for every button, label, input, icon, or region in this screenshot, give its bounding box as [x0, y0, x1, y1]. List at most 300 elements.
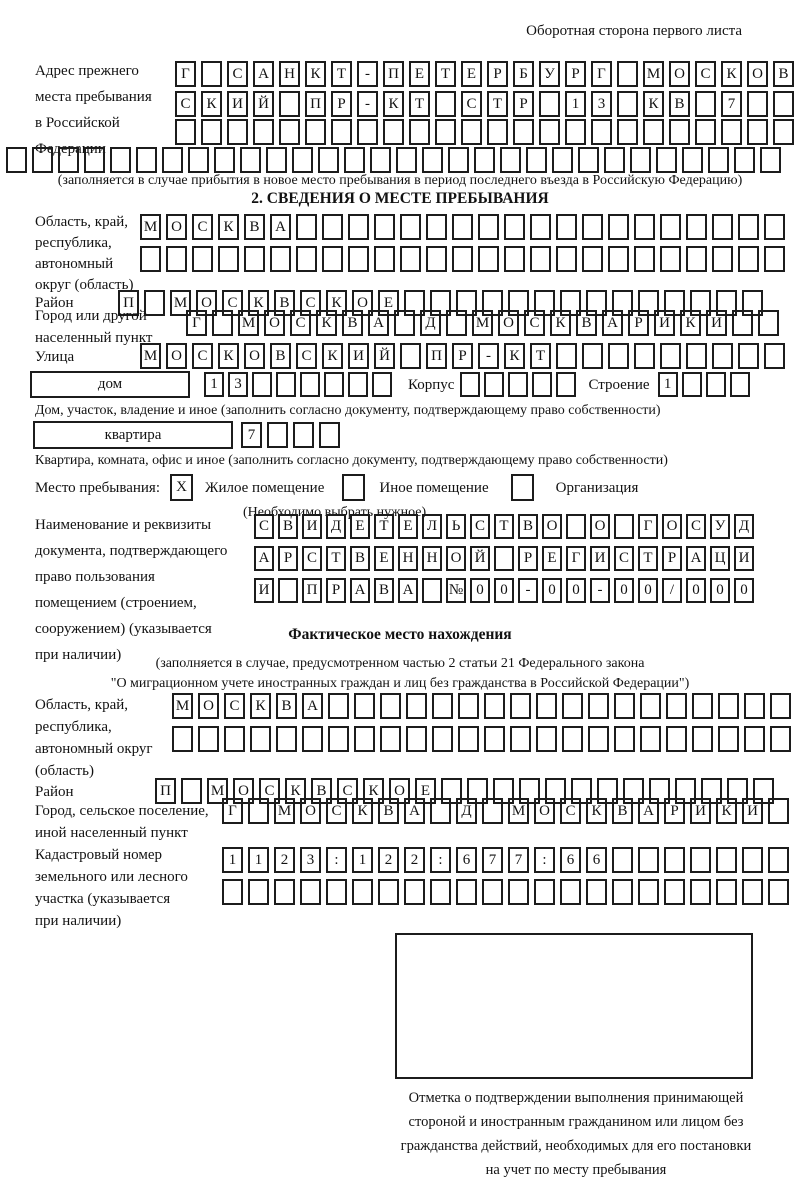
char-cell: 2: [274, 847, 295, 873]
char-cell: С: [337, 778, 358, 804]
char-cell: [244, 246, 265, 272]
stamp-caption: Отметка о подтверждении выполнения принимающей стороной и иностранным гражданином или лицом без гражданства действий, необходимых для его постановки на учет по месту пребывания: [400, 1090, 752, 1178]
char-cell: [770, 726, 791, 752]
char-cell: [452, 246, 473, 272]
char-cell: [348, 214, 369, 240]
char-cell: П: [305, 91, 326, 117]
char-cell: [302, 726, 323, 752]
char-cell: М: [207, 778, 228, 804]
char-cell: Е: [350, 514, 370, 539]
char-cell: С: [686, 514, 706, 539]
char-cell: Г: [186, 310, 207, 336]
char-cell: [252, 372, 272, 397]
char-cell: [482, 879, 503, 905]
city-label: Город или другой населенный пункт: [35, 308, 153, 346]
street-label: Улица: [35, 349, 75, 365]
char-cell: 6: [456, 847, 477, 873]
char-cell: О: [196, 290, 217, 316]
char-cell: [166, 246, 187, 272]
char-cell: [276, 372, 296, 397]
char-cell: В: [773, 61, 794, 87]
char-cell: [328, 693, 349, 719]
char-cell: [253, 119, 274, 145]
char-cell: [712, 214, 733, 240]
char-cell: [322, 214, 343, 240]
char-cell: Р: [452, 343, 473, 369]
cadastral-row-2: [222, 879, 794, 905]
char-cell: Р: [662, 546, 682, 571]
cadastral-row-1: [222, 847, 794, 873]
prev-address-row-1: [175, 61, 799, 87]
char-cell: 7: [508, 847, 529, 873]
actual-location-note-1: (заполняется в случае, предусмотренном частью 2 статьи 21 Федерального закона: [155, 656, 645, 671]
char-cell: [380, 693, 401, 719]
char-cell: О: [300, 798, 321, 824]
char-cell: Т: [409, 91, 430, 117]
char-cell: О: [166, 343, 187, 369]
char-cell: [212, 310, 233, 336]
char-cell: А: [302, 693, 323, 719]
char-cell: С: [222, 290, 243, 316]
char-cell: -: [590, 578, 610, 603]
char-cell: 1: [658, 372, 678, 397]
document-label: Наименование и реквизиты документа, подтверждающего право пользования помещением (строением, сооружением) (указывается при наличии): [35, 517, 228, 663]
char-cell: А: [254, 546, 274, 571]
char-cell: 1: [352, 847, 373, 873]
char-cell: 6: [560, 847, 581, 873]
actual-location-note-2: "О миграционном учете иностранных граждан и лиц без гражданства в Российской Федерации"): [110, 676, 690, 691]
char-cell: [552, 147, 573, 173]
char-cell: [348, 372, 368, 397]
char-cell: Й: [253, 91, 274, 117]
char-cell: М: [643, 61, 664, 87]
char-cell: [508, 879, 529, 905]
char-cell: 0: [638, 578, 658, 603]
char-cell: [708, 147, 729, 173]
char-cell: [730, 372, 750, 397]
char-cell: [446, 310, 467, 336]
char-cell: [372, 372, 392, 397]
char-cell: И: [706, 310, 727, 336]
char-cell: [58, 147, 79, 173]
char-cell: 1: [248, 847, 269, 873]
char-cell: [770, 693, 791, 719]
char-cell: Е: [378, 290, 399, 316]
char-cell: Е: [409, 61, 430, 87]
char-cell: 6: [586, 847, 607, 873]
region-row-1: [140, 214, 790, 240]
char-cell: [586, 879, 607, 905]
char-cell: [686, 214, 707, 240]
char-cell: [695, 91, 716, 117]
char-cell: [768, 879, 789, 905]
char-cell: [582, 246, 603, 272]
char-cell: К: [504, 343, 525, 369]
char-cell: [292, 147, 313, 173]
char-cell: 0: [686, 578, 706, 603]
char-cell: В: [518, 514, 538, 539]
char-cell: :: [430, 847, 451, 873]
char-cell: -: [478, 343, 499, 369]
char-cell: [266, 147, 287, 173]
char-cell: Р: [331, 91, 352, 117]
stay-residential-checkbox: X: [170, 474, 193, 501]
document-row-3: [254, 578, 758, 603]
char-cell: [274, 879, 295, 905]
char-cell: [539, 119, 560, 145]
apartment-row: [33, 421, 345, 449]
char-cell: [556, 246, 577, 272]
char-cell: С: [175, 91, 196, 117]
char-cell: [565, 119, 586, 145]
actual-region-row-2: [172, 726, 796, 752]
document-row-2: [254, 546, 758, 571]
char-cell: [6, 147, 27, 173]
char-cell: [406, 693, 427, 719]
char-cell: [660, 343, 681, 369]
char-cell: В: [244, 214, 265, 240]
char-cell: Р: [664, 798, 685, 824]
char-cell: О: [166, 214, 187, 240]
char-cell: [435, 91, 456, 117]
char-cell: Т: [487, 91, 508, 117]
char-cell: [604, 147, 625, 173]
char-cell: [712, 246, 733, 272]
char-cell: К: [316, 310, 337, 336]
char-cell: [426, 214, 447, 240]
char-cell: [458, 726, 479, 752]
char-cell: О: [542, 514, 562, 539]
char-cell: [738, 214, 759, 240]
char-cell: И: [348, 343, 369, 369]
char-cell: [692, 693, 713, 719]
char-cell: [305, 119, 326, 145]
char-cell: [319, 422, 340, 448]
char-cell: [660, 214, 681, 240]
prev-address-row-4: [6, 147, 786, 173]
char-cell: С: [290, 310, 311, 336]
char-cell: [84, 147, 105, 173]
char-cell: 3: [300, 847, 321, 873]
char-cell: И: [690, 798, 711, 824]
char-cell: [744, 726, 765, 752]
char-cell: И: [590, 546, 610, 571]
char-cell: [426, 246, 447, 272]
char-cell: С: [461, 91, 482, 117]
char-cell: [686, 343, 707, 369]
house-row: [30, 371, 754, 398]
char-cell: [494, 546, 514, 571]
char-cell: 0: [494, 578, 514, 603]
char-cell: О: [498, 310, 519, 336]
stay-other-label: Иное помещение: [379, 479, 489, 496]
char-cell: [690, 847, 711, 873]
char-cell: [300, 372, 320, 397]
char-cell: [562, 726, 583, 752]
char-cell: [582, 214, 603, 240]
char-cell: К: [643, 91, 664, 117]
char-cell: С: [524, 310, 545, 336]
char-cell: О: [198, 693, 219, 719]
korpus-label: Корпус: [408, 376, 455, 393]
char-cell: /: [662, 578, 682, 603]
char-cell: [612, 847, 633, 873]
house-number-cells: [204, 372, 396, 397]
char-cell: В: [669, 91, 690, 117]
char-cell: [354, 693, 375, 719]
char-cell: [666, 693, 687, 719]
stay-other-checkbox: [342, 474, 365, 501]
char-cell: [588, 693, 609, 719]
char-cell: Й: [374, 343, 395, 369]
char-cell: [510, 726, 531, 752]
char-cell: Е: [415, 778, 436, 804]
char-cell: [296, 214, 317, 240]
char-cell: С: [192, 214, 213, 240]
char-cell: [716, 879, 737, 905]
stay-choose-note: (Необходимо выбрать нужное): [243, 505, 427, 520]
char-cell: 7: [482, 847, 503, 873]
char-cell: [484, 693, 505, 719]
char-cell: [162, 147, 183, 173]
char-cell: [406, 726, 427, 752]
house-note: Дом, участок, владение и иное (заполнить согласно документу, подтверждающему право собственности): [35, 403, 661, 418]
char-cell: [396, 147, 417, 173]
char-cell: [504, 214, 525, 240]
char-cell: [690, 879, 711, 905]
char-cell: [643, 119, 664, 145]
char-cell: [458, 693, 479, 719]
char-cell: К: [322, 343, 343, 369]
char-cell: 0: [470, 578, 490, 603]
char-cell: [409, 119, 430, 145]
char-cell: [732, 310, 753, 336]
char-cell: [742, 879, 763, 905]
char-cell: Т: [638, 546, 658, 571]
char-cell: [452, 214, 473, 240]
char-cell: В: [270, 343, 291, 369]
char-cell: А: [253, 61, 274, 87]
char-cell: [556, 372, 576, 397]
char-cell: Е: [374, 546, 394, 571]
char-cell: Р: [565, 61, 586, 87]
korpus-cells: [460, 372, 580, 397]
char-cell: [214, 147, 235, 173]
char-cell: Н: [279, 61, 300, 87]
char-cell: [764, 246, 785, 272]
char-cell: [279, 119, 300, 145]
char-cell: 7: [241, 422, 262, 448]
char-cell: [322, 246, 343, 272]
char-cell: М: [238, 310, 259, 336]
char-cell: [318, 147, 339, 173]
char-cell: [539, 91, 560, 117]
prev-address-label: Адрес прежнего места пребывания в Российской Федерации: [35, 63, 152, 157]
char-cell: Л: [422, 514, 442, 539]
char-cell: [742, 847, 763, 873]
char-cell: [526, 147, 547, 173]
char-cell: [218, 246, 239, 272]
char-cell: В: [342, 310, 363, 336]
char-cell: [664, 879, 685, 905]
char-cell: В: [612, 798, 633, 824]
char-cell: К: [285, 778, 306, 804]
char-cell: К: [680, 310, 701, 336]
char-cell: Р: [628, 310, 649, 336]
char-cell: В: [350, 546, 370, 571]
char-cell: [32, 147, 53, 173]
prev-address-row-3: [175, 119, 799, 145]
char-cell: [560, 879, 581, 905]
char-cell: [482, 798, 503, 824]
char-cell: [352, 879, 373, 905]
char-cell: [374, 214, 395, 240]
char-cell: [614, 514, 634, 539]
char-cell: Т: [326, 546, 346, 571]
char-cell: В: [374, 578, 394, 603]
stroenie-cells: [658, 372, 754, 397]
char-cell: [324, 372, 344, 397]
char-cell: [617, 91, 638, 117]
char-cell: Б: [513, 61, 534, 87]
char-cell: Е: [542, 546, 562, 571]
char-cell: Г: [638, 514, 658, 539]
char-cell: [536, 726, 557, 752]
char-cell: В: [311, 778, 332, 804]
char-cell: Г: [591, 61, 612, 87]
char-cell: Р: [518, 546, 538, 571]
char-cell: [695, 119, 716, 145]
char-cell: И: [734, 546, 754, 571]
char-cell: [248, 798, 269, 824]
char-cell: С: [227, 61, 248, 87]
char-cell: И: [742, 798, 763, 824]
char-cell: О: [233, 778, 254, 804]
char-cell: [682, 147, 703, 173]
char-cell: [484, 726, 505, 752]
char-cell: А: [368, 310, 389, 336]
char-cell: 3: [591, 91, 612, 117]
char-cell: [608, 214, 629, 240]
stay-organization-label: Организация: [555, 479, 639, 496]
char-cell: К: [716, 798, 737, 824]
char-cell: И: [302, 514, 322, 539]
char-cell: [738, 343, 759, 369]
actual-district-label: Район: [35, 784, 74, 800]
char-cell: [768, 847, 789, 873]
char-cell: К: [248, 290, 269, 316]
char-cell: [614, 726, 635, 752]
char-cell: [591, 119, 612, 145]
char-cell: Т: [530, 343, 551, 369]
char-cell: Р: [513, 91, 534, 117]
char-cell: -: [357, 91, 378, 117]
char-cell: К: [201, 91, 222, 117]
char-cell: [278, 578, 298, 603]
char-cell: О: [534, 798, 555, 824]
char-cell: [660, 246, 681, 272]
char-cell: К: [363, 778, 384, 804]
char-cell: [201, 61, 222, 87]
char-cell: С: [614, 546, 634, 571]
char-cell: Т: [331, 61, 352, 87]
char-cell: [706, 372, 726, 397]
char-cell: [612, 879, 633, 905]
char-cell: О: [446, 546, 466, 571]
char-cell: М: [172, 693, 193, 719]
char-cell: [638, 847, 659, 873]
char-cell: 0: [734, 578, 754, 603]
char-cell: Й: [470, 546, 490, 571]
char-cell: 0: [542, 578, 562, 603]
char-cell: [638, 879, 659, 905]
char-cell: 7: [721, 91, 742, 117]
char-cell: О: [662, 514, 682, 539]
char-cell: А: [686, 546, 706, 571]
char-cell: 0: [614, 578, 634, 603]
page-header-note: Оборотная сторона первого листа: [526, 23, 742, 39]
char-cell: [640, 726, 661, 752]
char-cell: [634, 246, 655, 272]
char-cell: [296, 246, 317, 272]
char-cell: А: [602, 310, 623, 336]
region-label: Область, край, республика, автономный округ (область): [35, 214, 134, 293]
char-cell: Е: [461, 61, 482, 87]
char-cell: О: [264, 310, 285, 336]
char-cell: У: [710, 514, 730, 539]
char-cell: [380, 726, 401, 752]
char-cell: [394, 310, 415, 336]
char-cell: С: [192, 343, 213, 369]
char-cell: М: [140, 214, 161, 240]
char-cell: С: [259, 778, 280, 804]
char-cell: М: [140, 343, 161, 369]
char-cell: [300, 879, 321, 905]
char-cell: Д: [326, 514, 346, 539]
char-cell: [716, 847, 737, 873]
char-cell: [293, 422, 314, 448]
char-cell: О: [244, 343, 265, 369]
char-cell: [328, 726, 349, 752]
char-cell: [422, 147, 443, 173]
char-cell: [175, 119, 196, 145]
house-box: дом: [30, 371, 190, 398]
char-cell: С: [302, 546, 322, 571]
char-cell: :: [534, 847, 555, 873]
stay-type-row: [35, 474, 638, 501]
char-cell: [192, 246, 213, 272]
char-cell: А: [270, 214, 291, 240]
document-row-1: [254, 514, 758, 539]
char-cell: [374, 246, 395, 272]
street-row: [140, 343, 790, 369]
actual-region-row-1: [172, 693, 796, 719]
char-cell: П: [118, 290, 139, 316]
char-cell: Н: [422, 546, 442, 571]
char-cell: 1: [222, 847, 243, 873]
char-cell: [666, 726, 687, 752]
char-cell: С: [326, 798, 347, 824]
char-cell: М: [472, 310, 493, 336]
prev-address-row-2: [175, 91, 799, 117]
char-cell: К: [218, 214, 239, 240]
char-cell: В: [576, 310, 597, 336]
char-cell: Д: [734, 514, 754, 539]
char-cell: [240, 147, 261, 173]
char-cell: [422, 578, 442, 603]
char-cell: [640, 693, 661, 719]
char-cell: Ц: [710, 546, 730, 571]
